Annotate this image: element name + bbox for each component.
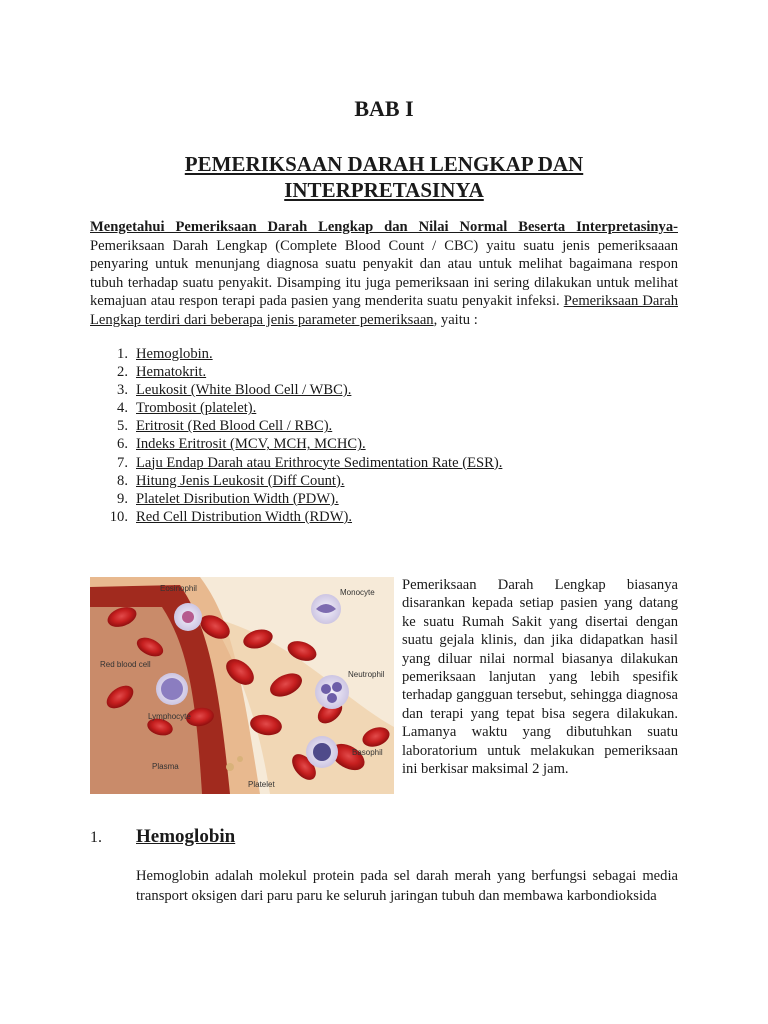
neutrophil-lobe bbox=[327, 693, 337, 703]
list-number: 5. bbox=[117, 418, 128, 435]
list-number: 10. bbox=[109, 508, 128, 525]
list-number: 4. bbox=[117, 400, 128, 417]
label-red-blood-cell: Red blood cell bbox=[100, 660, 151, 669]
list-text: Indeks Eritrosit (MCV, MCH, MCHC). bbox=[136, 436, 366, 453]
platelet bbox=[237, 756, 243, 762]
chapter-heading: BAB I bbox=[354, 96, 414, 121]
intro-underlined: Pemeriksaan Darah Lengkap terdiri dari beberapa jenis parameter pemeriksaan bbox=[90, 293, 678, 328]
neutrophil-lobe bbox=[321, 684, 331, 694]
section-1-heading bbox=[90, 826, 235, 848]
section-title: Hemoglobin bbox=[136, 826, 236, 847]
label-lymphocyte: Lymphocyte bbox=[148, 712, 191, 721]
intro-tail: , yaitu : bbox=[433, 311, 478, 328]
list-text: Red Cell Distribution Width (RDW). bbox=[136, 508, 353, 525]
list-text: Hemoglobin. bbox=[136, 346, 213, 362]
side-paragraph: Pemeriksaan Darah Lengkap biasanya disarankan kepada setiap pasien yang datang ke suatu Rumah Sakit yang disertai dengan suatu gejala klinis, dan jika didapatkan hasil yang diluar nilai normal biasanya dilakukan pemeriksaan lanjutan yang lebih spesifik terhadap gangguan tersebut, sehingga diagnosa dan terapi yang tepat bisa segera dilakukan. Lamanya waktu yang dibutuhkan suatu laboratorium untuk melakukan pemeriksaan ini berkisar maksimal 2 jam. bbox=[402, 577, 678, 778]
list-text: Platelet Disribution Width (PDW). bbox=[136, 490, 339, 507]
list-item bbox=[90, 363, 610, 381]
list-number: 7. bbox=[117, 454, 128, 471]
lymphocyte-nucleus bbox=[161, 678, 183, 700]
list-text: Hematokrit. bbox=[136, 364, 207, 381]
list-text: Leukosit (White Blood Cell / WBC). bbox=[136, 382, 352, 399]
list-number: 2. bbox=[117, 364, 128, 381]
blood-cells-illustration bbox=[90, 577, 394, 794]
title-line-1: PEMERIKSAAN DARAH LENGKAP DAN bbox=[184, 152, 584, 176]
list-number: 6. bbox=[117, 436, 128, 453]
label-platelet: Platelet bbox=[248, 780, 275, 789]
intro-body: Pemeriksaan Darah Lengkap (Complete Blood Count / CBC) yaitu suatu jenis pemeriksaaan penyaring untuk menunjang diagnosa suatu penyakit dan atau untuk melihat bagaimana respon tubuh terhadap suatu penyakit. Disamping itu juga pemeriksaan ini sering dilakukan untuk melihat kemajuan atau respon terapi pada pasien yang menderita suatu penyakit infeksi. bbox=[90, 237, 678, 310]
list-text: Hitung Jenis Leukosit (Diff Count). bbox=[136, 472, 345, 489]
label-eosinophil: Eosinophil bbox=[160, 584, 197, 593]
list-item bbox=[90, 399, 610, 417]
section-1-paragraph: Hemoglobin adalah molekul protein pada sel darah merah yang berfungsi sebagai media transport oksigen dari paru paru ke seluruh jaringan tubuh dan membawa karbondioksida bbox=[136, 868, 678, 904]
document-title bbox=[150, 151, 618, 203]
list-item bbox=[90, 381, 610, 399]
list-item bbox=[90, 417, 610, 435]
blood-cells-svg bbox=[90, 577, 394, 794]
list-number: 1. bbox=[117, 346, 128, 362]
list-item bbox=[90, 472, 610, 490]
neutrophil-cell bbox=[315, 675, 349, 709]
intro-heading: Mengetahui Pemeriksaan Darah Lengkap dan Nilai Normal Beserta Interpretasinya- bbox=[90, 219, 678, 235]
list-item bbox=[90, 435, 610, 453]
list-text: Trombosit (platelet). bbox=[136, 400, 257, 417]
section-number: 1. bbox=[90, 829, 102, 846]
list-text: Laju Endap Darah atau Erithrocyte Sedimentation Rate (ESR). bbox=[136, 454, 503, 471]
label-basophil: Basophil bbox=[352, 748, 383, 757]
list-item bbox=[90, 345, 610, 363]
label-plasma: Plasma bbox=[152, 762, 179, 771]
list-text: Eritrosit (Red Blood Cell / RBC). bbox=[136, 418, 333, 435]
label-monocyte: Monocyte bbox=[340, 588, 375, 597]
title-line-2: INTERPRETASINYA bbox=[284, 178, 484, 202]
neutrophil-lobe bbox=[332, 682, 342, 692]
list-item bbox=[90, 490, 610, 508]
list-number: 9. bbox=[117, 490, 128, 507]
list-item bbox=[90, 508, 610, 526]
platelet bbox=[226, 763, 234, 771]
label-neutrophil: Neutrophil bbox=[348, 670, 385, 679]
basophil-nucleus bbox=[313, 743, 331, 761]
eosinophil-nucleus bbox=[182, 611, 194, 623]
list-number: 3. bbox=[117, 382, 128, 399]
list-item bbox=[90, 454, 610, 472]
parameter-list bbox=[90, 345, 610, 526]
intro-paragraph bbox=[90, 218, 678, 330]
list-number: 8. bbox=[117, 472, 128, 489]
